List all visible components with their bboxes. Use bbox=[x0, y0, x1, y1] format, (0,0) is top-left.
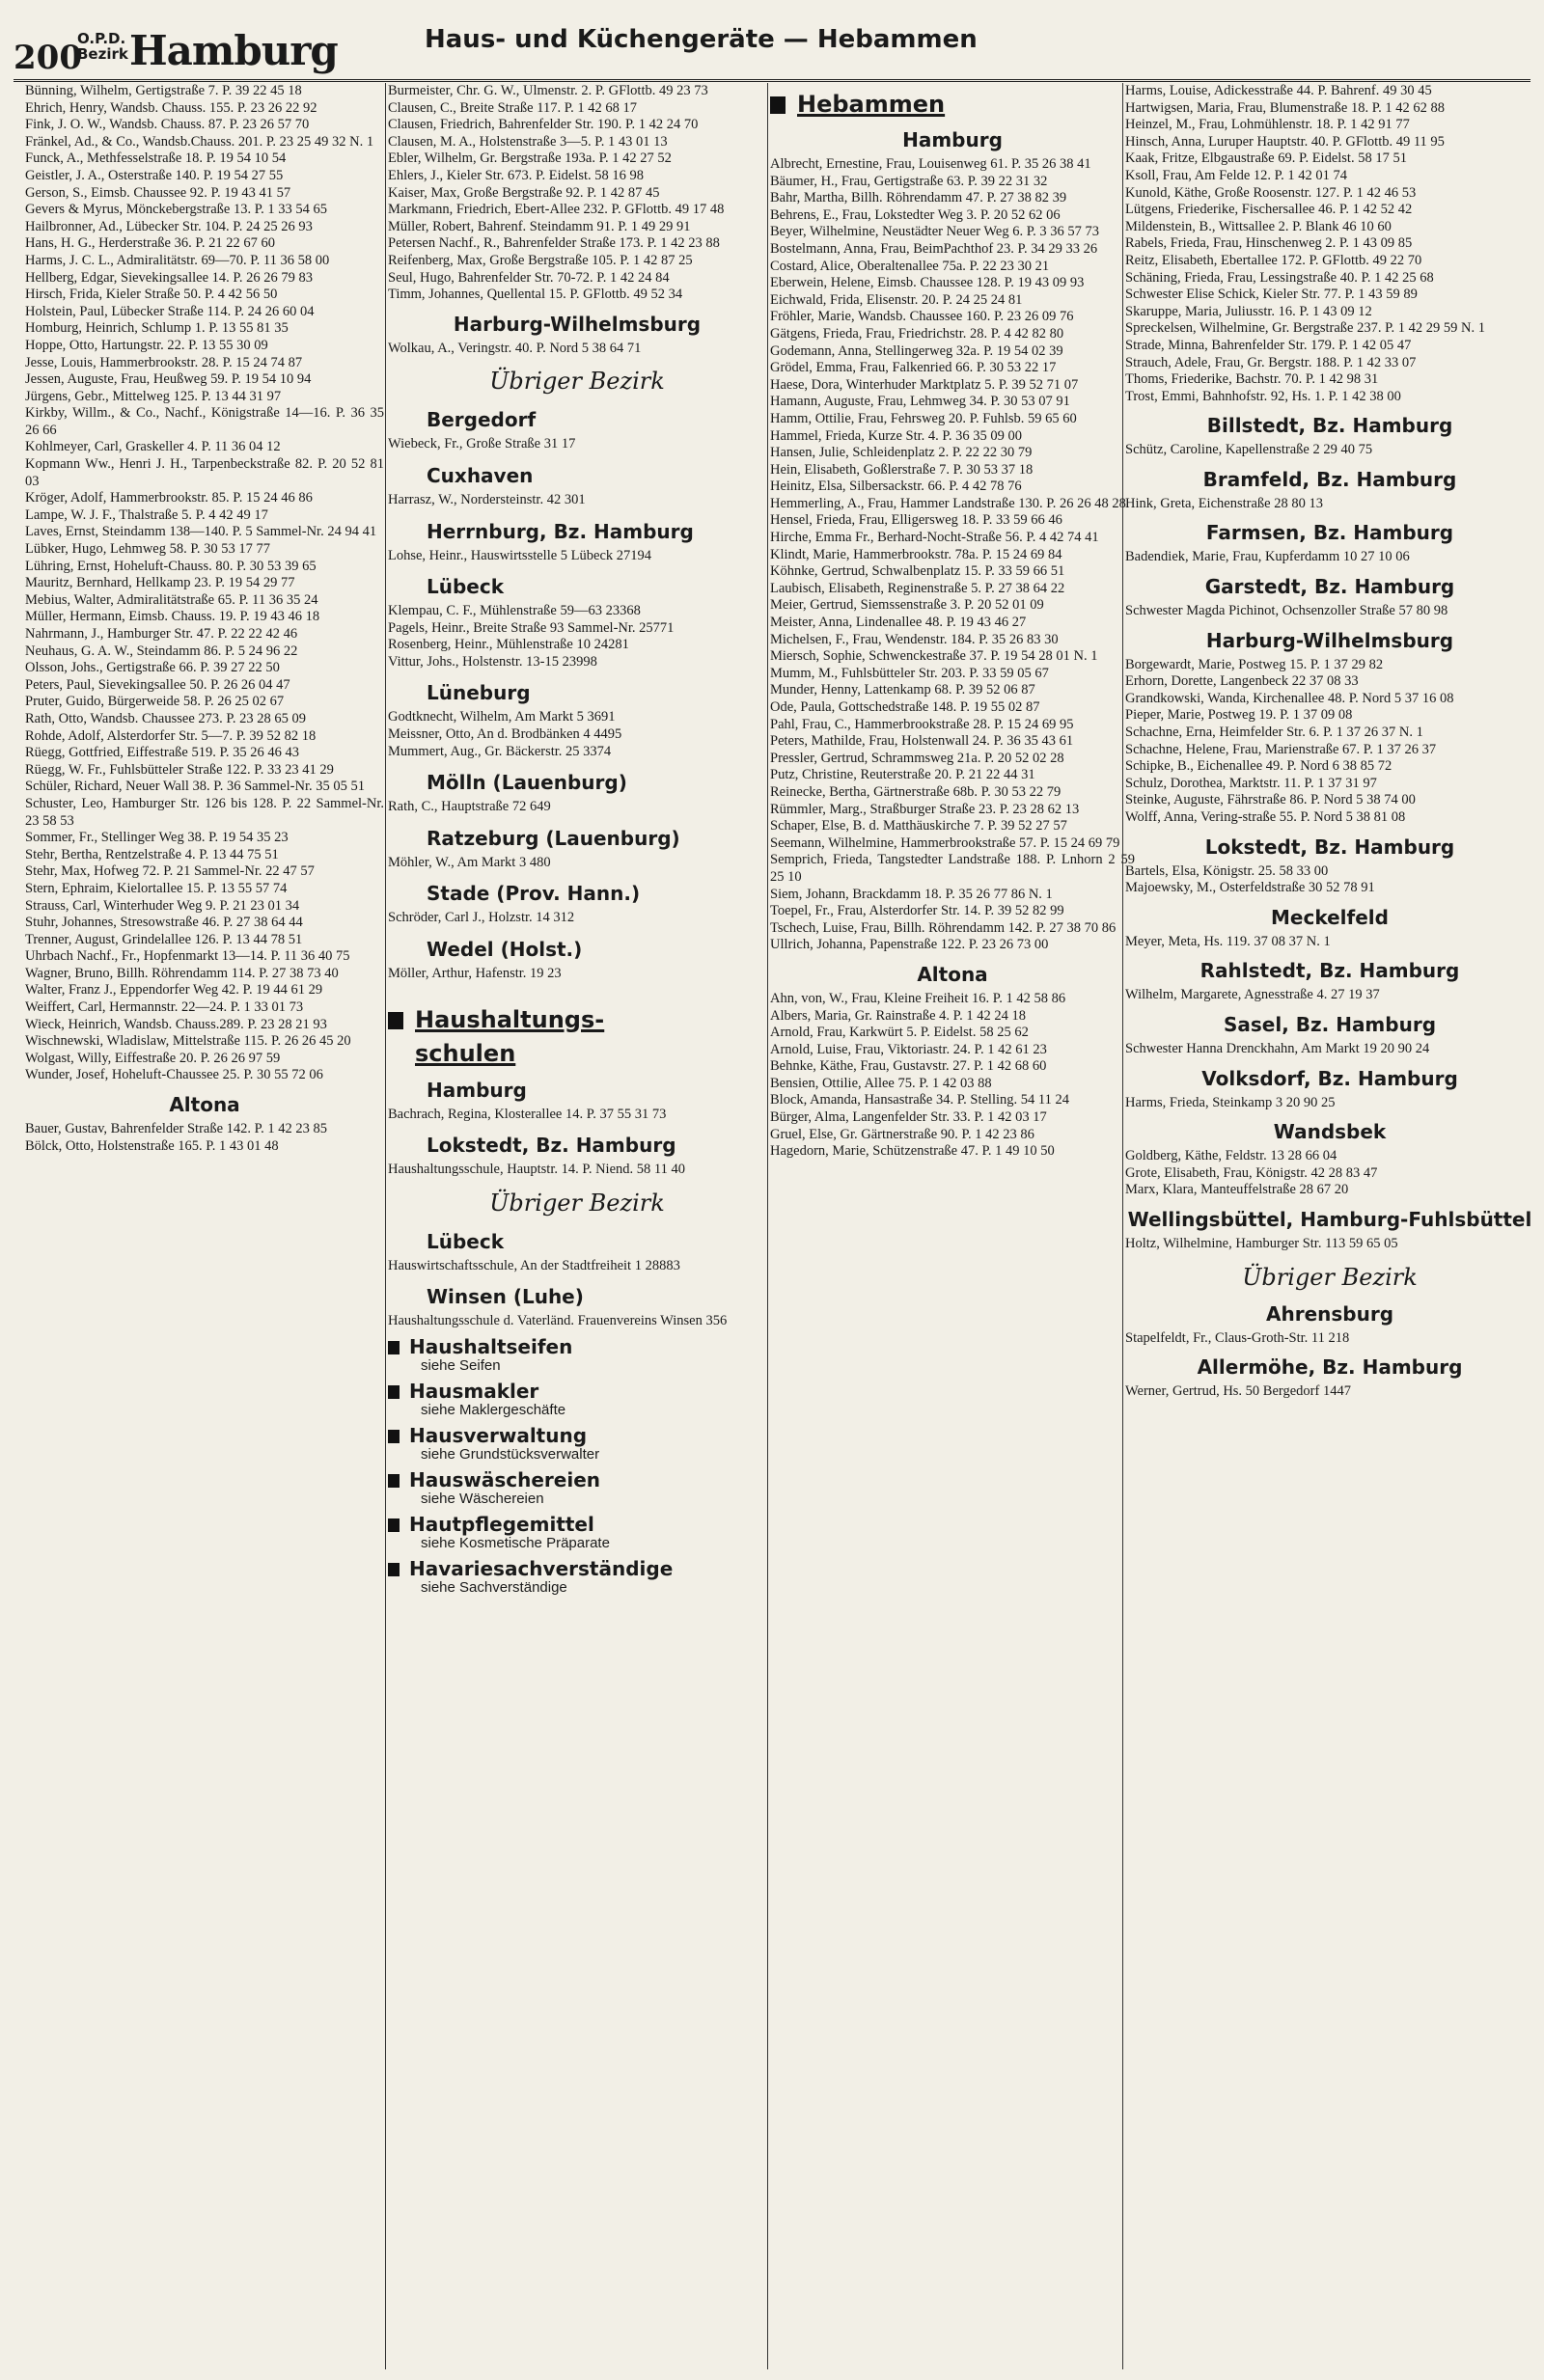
listing-entry: Hamann, Auguste, Frau, Lehmweg 34. P. 30 53 07 91 bbox=[770, 394, 1070, 410]
entry-list bbox=[388, 341, 766, 358]
column-2 bbox=[388, 83, 766, 1597]
listing-entry: Müller, Robert, Bahrenf. Steindamm 91. P. 1 49 29 91 bbox=[388, 218, 691, 234]
listing-entry: Burmeister, Chr. G. W., Ulmenstr. 2. P. GFlottb. 49 23 73 bbox=[388, 83, 708, 98]
listing-entry: Heinzel, M., Frau, Lohmühlenstr. 18. P. 1 42 91 77 bbox=[1125, 117, 1410, 133]
section-heading: Rahlstedt, Bz. Hamburg bbox=[1199, 959, 1460, 983]
listing-entry: Kunold, Käthe, Große Roosenstr. 127. P. 1 42 46 53 bbox=[1125, 184, 1417, 201]
listing-entry: Grote, Elisabeth, Frau, Königstr. 42 28 83 47 bbox=[1125, 1164, 1378, 1181]
category-heading: Havariesachverständige bbox=[388, 1558, 766, 1579]
column-divider bbox=[385, 83, 386, 2369]
listing-entry: Steinke, Auguste, Fährstraße 86. P. Nord 5 38 74 00 bbox=[1125, 792, 1416, 808]
listing-entry: Schwester Magda Pichinot, Ochsenzoller Straße 57 80 98 bbox=[1125, 603, 1448, 619]
entry-list bbox=[388, 1162, 766, 1179]
listing-entry: Albers, Maria, Gr. Rainstraße 4. P. 1 42 24 18 bbox=[770, 1007, 1026, 1024]
listing-entry: Stuhr, Johannes, Stresowstraße 46. P. 27 38 64 44 bbox=[25, 915, 303, 931]
listing-entry: Peters, Mathilde, Frau, Holstenwall 24. P. 36 35 43 61 bbox=[770, 733, 1074, 750]
listing-entry: Mumm, M., Fuhlsbütteler Str. 203. P. 33 59 05 67 bbox=[770, 665, 1049, 681]
listing-entry: Hensel, Frieda, Frau, Elligersweg 18. P. 33 59 66 46 bbox=[770, 512, 1062, 529]
section-heading: Lübeck bbox=[427, 1229, 505, 1253]
listing-entry: Behrens, E., Frau, Lokstedter Weg 3. P. 20 52 62 06 bbox=[770, 206, 1061, 223]
category-heading bbox=[770, 89, 1135, 120]
listing-entry: Funck, A., Methfesselstraße 18. P. 19 54 10 54 bbox=[25, 150, 287, 167]
entry-list bbox=[388, 709, 766, 760]
listing-entry: Mummert, Aug., Gr. Bäckerstr. 25 3374 bbox=[388, 743, 612, 759]
listing-entry: Meyer, Meta, Hs. 119. 37 08 37 N. 1 bbox=[1125, 933, 1331, 949]
listing-entry: Hoppe, Otto, Hartungstr. 22. P. 13 55 30 09 bbox=[25, 337, 268, 353]
section-heading: Winsen (Luhe) bbox=[427, 1285, 584, 1309]
listing-entry: Jesse, Louis, Hammerbrookstr. 28. P. 15 24 74 87 bbox=[25, 354, 303, 370]
section-heading: Farmsen, Bz. Hamburg bbox=[1205, 521, 1454, 545]
listing-entry: Petersen Nachf., R., Bahrenfelder Straße 173. P. 1 42 23 88 bbox=[388, 235, 720, 252]
listing-entry: Laubisch, Elisabeth, Reginenstraße 5. P. 27 38 64 22 bbox=[770, 580, 1065, 596]
listing-entry: Heinitz, Elsa, Silbersackstr. 66. P. 4 42 78 76 bbox=[770, 479, 1022, 495]
listing-entry: Ksoll, Frau, Am Felde 12. P. 1 42 01 74 bbox=[1125, 167, 1347, 183]
listing-entry: Meissner, Otto, An d. Brodbänken 4 4495 bbox=[388, 726, 622, 743]
bezirk-label: Bezirk bbox=[77, 45, 128, 63]
listing-entry: Trost, Emmi, Bahnhofstr. 92, Hs. 1. P. 1 42 38 00 bbox=[1125, 388, 1401, 404]
entry-list bbox=[388, 603, 766, 670]
listing-entry: Olsson, Johs., Gertigstraße 66. P. 39 27 22 50 bbox=[25, 660, 280, 676]
entry-list bbox=[770, 156, 1135, 954]
section-heading: Bramfeld, Bz. Hamburg bbox=[1202, 467, 1457, 491]
listing-entry: Hauswirtschaftsschule, An der Stadtfreiheit 1 28883 bbox=[388, 1257, 680, 1273]
listing-entry: Möller, Arthur, Hafenstr. 19 23 bbox=[388, 966, 562, 982]
listing-entry: Hailbronner, Ad., Lübecker Str. 104. P. 24 25 26 93 bbox=[25, 218, 313, 234]
section-heading: Wellingsbüttel, Hamburg-Fuhlsbüttel bbox=[1127, 1207, 1532, 1231]
listing-entry: Bürger, Alma, Langenfelder Str. 33. P. 1 42 03 17 bbox=[770, 1109, 1047, 1126]
entry-list bbox=[1125, 1383, 1534, 1401]
listing-entry: Kröger, Adolf, Hammerbrookstr. 85. P. 15 24 46 86 bbox=[25, 490, 313, 506]
page-title: Haus- und Küchengeräte — Hebammen bbox=[425, 25, 978, 54]
listing-entry: Lampe, W. J. F., Thalstraße 5. P. 4 42 49 17 bbox=[25, 506, 268, 523]
listing-entry: Reinecke, Bertha, Gärtnerstraße 68b. P. 30 53 22 79 bbox=[770, 783, 1062, 800]
listing-entry: Pahl, Frau, C., Hammerbrookstraße 28. P. 15 24 69 95 bbox=[770, 716, 1074, 732]
listing-entry: Wolgast, Willy, Eiffestraße 20. P. 26 26 97 59 bbox=[25, 1050, 281, 1066]
listing-entry: Kaiser, Max, Große Bergstraße 92. P. 1 42 87 45 bbox=[388, 184, 660, 201]
listing-entry: Ahn, von, W., Frau, Kleine Freiheit 16. P. 1 42 58 86 bbox=[770, 990, 1066, 1006]
entry-list bbox=[388, 1258, 766, 1275]
listing-entry: Siem, Johann, Brackdamm 18. P. 35 26 77 86 N. 1 bbox=[770, 886, 1053, 902]
section-heading: Lübeck bbox=[427, 575, 505, 599]
listing-entry: Laves, Ernst, Steindamm 138—140. P. 5 Sammel-Nr. 24 94 41 bbox=[25, 524, 377, 540]
section-heading: Lüneburg bbox=[427, 681, 531, 705]
listing-entry: Harms, Louise, Adickesstraße 44. P. Bahrenf. 49 30 45 bbox=[1125, 83, 1432, 98]
entry-list bbox=[388, 910, 766, 927]
listing-entry: Eberwein, Helene, Eimsb. Chaussee 128. P. 19 43 09 93 bbox=[770, 275, 1085, 291]
listing-entry: Peters, Paul, Sievekingsallee 50. P. 26 26 04 47 bbox=[25, 676, 290, 693]
entry-list bbox=[1125, 1330, 1534, 1348]
listing-entry: Grödel, Emma, Frau, Falkenried 66. P. 30 53 22 17 bbox=[770, 360, 1057, 376]
category-reference: siehe Wäschereien bbox=[421, 1491, 544, 1507]
category-list bbox=[388, 1336, 766, 1597]
column-4 bbox=[1125, 83, 1534, 1401]
listing-entry: Rohde, Adolf, Alsterdorfer Str. 5—7. P. 39 52 82 18 bbox=[25, 727, 317, 744]
entry-list bbox=[388, 1107, 766, 1124]
section-heading: Stade (Prov. Hann.) bbox=[427, 882, 641, 906]
listing-entry: Gevers & Myrus, Mönckebergstraße 13. P. 1 33 54 65 bbox=[25, 202, 328, 218]
section-heading: Lokstedt, Bz. Hamburg bbox=[1204, 834, 1455, 859]
listing-entry: Arnold, Frau, Karkwürt 5. P. Eidelst. 58 25 62 bbox=[770, 1025, 1029, 1041]
listing-entry: Hartwigsen, Maria, Frau, Blumenstraße 18. P. 1 42 62 88 bbox=[1125, 99, 1446, 116]
region-heading: Übriger Bezirk bbox=[1242, 1263, 1418, 1291]
listing-entry: Strade, Minna, Bahrenfelder Str. 179. P. 1 42 05 47 bbox=[1125, 337, 1412, 353]
listing-entry: Ullrich, Johanna, Papenstraße 122. P. 23 26 73 00 bbox=[770, 937, 1049, 953]
section-heading: Altona bbox=[169, 1093, 240, 1117]
listing-entry: Munder, Henny, Lattenkamp 68. P. 39 52 06 87 bbox=[770, 682, 1035, 698]
listing-entry: Lübker, Hugo, Lehmweg 58. P. 30 53 17 77 bbox=[25, 541, 270, 558]
listing-entry: Majoewsky, M., Osterfeldstraße 30 52 78 91 bbox=[1125, 880, 1375, 896]
category-title-cont bbox=[415, 1039, 766, 1068]
category-reference: siehe Grundstücksverwalter bbox=[421, 1446, 600, 1463]
listing-entry: Weiffert, Carl, Hermannstr. 22—24. P. 1 33 01 73 bbox=[25, 999, 304, 1016]
entry-list bbox=[388, 966, 766, 983]
listing-entry: Lühring, Ernst, Hoheluft-Chauss. 80. P. 30 53 39 65 bbox=[25, 558, 317, 574]
listing-entry: Goldberg, Käthe, Feldstr. 13 28 66 04 bbox=[1125, 1148, 1337, 1164]
listing-entry: Rabels, Frieda, Frau, Hinschenweg 2. P. 1 43 09 85 bbox=[1125, 235, 1413, 252]
section-heading: Billstedt, Bz. Hamburg bbox=[1206, 414, 1453, 438]
listing-entry: Kohlmeyer, Carl, Graskeller 4. P. 11 36 04 12 bbox=[25, 439, 281, 455]
opd-label: O.P.D. bbox=[77, 30, 126, 47]
listing-entry: Block, Amanda, Hansastraße 34. P. Stelling. 54 11 24 bbox=[770, 1092, 1069, 1108]
listing-entry: Rath, Otto, Wandsb. Chaussee 273. P. 23 28 65 09 bbox=[25, 710, 306, 726]
category-title: Haushaltungs- bbox=[415, 1005, 605, 1033]
listing-entry: Harms, J. C. L., Admiralitätstr. 69—70. P. 11 36 58 00 bbox=[25, 252, 330, 268]
listing-entry: Pressler, Gertrud, Schrammsweg 21a. P. 20 52 02 28 bbox=[770, 750, 1064, 766]
listing-entry: Schulz, Dorothea, Marktstr. 11. P. 1 37 31 97 bbox=[1125, 775, 1377, 791]
listing-entry: Bünning, Wilhelm, Gertigstraße 7. P. 39 22 45 18 bbox=[25, 83, 302, 98]
listing-entry: Hirsch, Frida, Kieler Straße 50. P. 4 42 56 50 bbox=[25, 287, 278, 303]
listing-entry: Reitz, Elisabeth, Ebertallee 172. P. GFlottb. 49 22 70 bbox=[1125, 252, 1422, 268]
listing-entry: Bartels, Elsa, Königstr. 25. 58 33 00 bbox=[1125, 862, 1329, 879]
listing-entry: Ebler, Wilhelm, Gr. Bergstraße 193a. P. 1 42 27 52 bbox=[388, 150, 672, 167]
listing-entry: Wagner, Bruno, Billh. Röhrendamm 114. P. 27 38 73 40 bbox=[25, 965, 339, 981]
listing-entry: Badendiek, Marie, Frau, Kupferdamm 10 27 10 06 bbox=[1125, 549, 1410, 565]
listing-entry: Michelsen, F., Frau, Wendenstr. 184. P. 35 26 83 30 bbox=[770, 631, 1059, 647]
listing-entry: Schuster, Leo, Hamburger Str. 126 bis 128. P. 22 Sammel-Nr. 23 58 53 bbox=[25, 795, 384, 829]
entry-list bbox=[388, 548, 766, 565]
listing-entry: Rüegg, W. Fr., Fuhlsbütteler Straße 122. P. 33 23 41 29 bbox=[25, 761, 334, 778]
listing-entry: Haushaltungsschule d. Vaterländ. Frauenvereins Winsen 356 bbox=[388, 1313, 728, 1329]
listing-entry: Klempau, C. F., Mühlenstraße 59—63 23368 bbox=[388, 603, 641, 619]
listing-entry: Köhnke, Gertrud, Schwalbenplatz 15. P. 33 59 66 51 bbox=[770, 563, 1065, 580]
listing-entry: Trenner, August, Grindelallee 126. P. 13 44 78 51 bbox=[25, 931, 303, 947]
city-title: Hamburg bbox=[129, 27, 338, 74]
listing-entry: Hirche, Emma Fr., Berhard-Nocht-Straße 56. P. 4 42 74 41 bbox=[770, 530, 1099, 546]
listing-entry: Stehr, Max, Hofweg 72. P. 21 Sammel-Nr. 22 47 57 bbox=[25, 863, 315, 880]
section-heading: Altona bbox=[917, 962, 988, 986]
listing-entry: Vittur, Johs., Holstenstr. 13-15 23998 bbox=[388, 653, 597, 670]
listing-entry: Harrasz, W., Nordersteinstr. 42 301 bbox=[388, 491, 586, 507]
page-number: 200 bbox=[14, 39, 82, 77]
listing-entry: Schwester Hanna Drenckhahn, Am Markt 19 20 90 24 bbox=[1125, 1040, 1430, 1056]
listing-entry: Bölck, Otto, Holstenstraße 165. P. 1 43 01 48 bbox=[25, 1137, 279, 1154]
listing-entry: Klindt, Marie, Hammerbrookstr. 78a. P. 15 24 69 84 bbox=[770, 546, 1062, 562]
listing-entry: Bäumer, H., Frau, Gertigstraße 63. P. 39 22 31 32 bbox=[770, 173, 1048, 189]
listing-entry: Holstein, Paul, Lübecker Straße 114. P. 24 26 60 04 bbox=[25, 303, 315, 319]
listing-entry: Hemmerling, A., Frau, Hammer Landstraße 130. P. 26 26 48 28 bbox=[770, 495, 1126, 511]
listing-entry: Fröhler, Marie, Wandsb. Chaussee 160. P. 23 26 09 76 bbox=[770, 309, 1074, 325]
listing-entry: Schwester Elise Schick, Kieler Str. 77. P. 1 43 59 89 bbox=[1125, 287, 1418, 303]
category-heading bbox=[388, 1004, 766, 1035]
listing-entry: Marx, Klara, Manteuffelstraße 28 67 20 bbox=[1125, 1182, 1349, 1198]
listing-entry: Kopmann Ww., Henri J. H., Tarpenbeckstraße 82. P. 20 52 81 03 bbox=[25, 456, 384, 489]
listing-entry: Pagels, Heinr., Breite Straße 93 Sammel-Nr. 25771 bbox=[388, 619, 675, 636]
section-heading: Harburg-Wilhelmsburg bbox=[1205, 628, 1454, 652]
listing-entry: Rüegg, Gottfried, Eiffestraße 519. P. 35 26 46 43 bbox=[25, 745, 300, 761]
listing-entry: Markmann, Friedrich, Ebert-Allee 232. P. GFlottb. 49 17 48 bbox=[388, 202, 725, 218]
section-heading: Meckelfeld bbox=[1271, 905, 1389, 929]
listing-entry: Wiebeck, Fr., Große Straße 31 17 bbox=[388, 436, 576, 452]
listing-entry: Neuhaus, G. A. W., Steindamm 86. P. 5 24 96 22 bbox=[25, 643, 298, 659]
listing-entry: Möhler, W., Am Markt 3 480 bbox=[388, 854, 551, 870]
listing-entry: Bahr, Martha, Billh. Röhrendamm 47. P. 27 38 82 39 bbox=[770, 190, 1067, 206]
listing-entry: Pruter, Guido, Bürgerweide 58. P. 26 25 02 67 bbox=[25, 694, 285, 710]
header-rule bbox=[14, 79, 1530, 82]
listing-entry: Clausen, C., Breite Straße 117. P. 1 42 68 17 bbox=[388, 99, 638, 116]
listing-entry: Eichwald, Frida, Elisenstr. 20. P. 24 25 24 81 bbox=[770, 291, 1023, 308]
listing-entry: Hellberg, Edgar, Sievekingsallee 14. P. 26 26 79 83 bbox=[25, 269, 313, 286]
entry-list bbox=[388, 799, 766, 816]
section-heading: Ahrensburg bbox=[1265, 1301, 1394, 1326]
category-heading: Hausverwaltung bbox=[388, 1425, 766, 1446]
listing-entry: Bauer, Gustav, Bahrenfelder Straße 142. P. 1 42 23 85 bbox=[25, 1121, 327, 1137]
entry-list bbox=[25, 83, 384, 1084]
listing-entry: Beyer, Wilhelmine, Neustädter Neuer Weg 6. P. 3 36 57 73 bbox=[770, 224, 1100, 240]
listing-entry: Hein, Elisabeth, Goßlerstraße 7. P. 30 53 37 18 bbox=[770, 461, 1034, 478]
section-heading: Garstedt, Bz. Hamburg bbox=[1204, 575, 1455, 599]
section-heading: Harburg-Wilhelmsburg bbox=[453, 312, 702, 336]
category-title: schulen bbox=[415, 1039, 516, 1067]
category-heading: Hausmakler bbox=[388, 1381, 766, 1402]
category-title: Hebammen bbox=[797, 91, 946, 118]
listing-entry: Putz, Christine, Reuterstraße 20. P. 21 22 44 31 bbox=[770, 767, 1035, 783]
listing-entry: Clausen, M. A., Holstenstraße 3—5. P. 1 43 01 13 bbox=[388, 133, 668, 150]
section-heading: Ratzeburg (Lauenburg) bbox=[427, 826, 680, 850]
column-3 bbox=[770, 83, 1135, 1161]
listing-entry: Gätgens, Frieda, Frau, Friedrichstr. 28. P. 4 42 82 80 bbox=[770, 325, 1064, 342]
listing-entry: Arnold, Luise, Frau, Viktoriastr. 24. P. 1 42 61 23 bbox=[770, 1041, 1047, 1057]
category-reference: siehe Sachverständige bbox=[421, 1579, 567, 1596]
listing-entry: Gruel, Else, Gr. Gärtnerstraße 90. P. 1 42 23 86 bbox=[770, 1126, 1034, 1142]
district-label bbox=[77, 31, 128, 62]
listing-entry: Jürgens, Gebr., Mittelweg 125. P. 13 44 31 97 bbox=[25, 388, 282, 404]
column-divider bbox=[767, 83, 768, 2369]
listing-entry: Bachrach, Regina, Klosterallee 14. P. 37 55 31 73 bbox=[388, 1106, 667, 1122]
listing-entry: Hinsch, Anna, Luruper Hauptstr. 40. P. GFlottb. 49 11 95 bbox=[1125, 133, 1445, 150]
listing-entry: Clausen, Friedrich, Bahrenfelder Str. 190. P. 1 42 24 70 bbox=[388, 117, 699, 133]
listing-entry: Schüler, Richard, Neuer Wall 38. P. 36 Sammel-Nr. 35 05 51 bbox=[25, 779, 365, 795]
category-heading: Haushaltseifen bbox=[388, 1336, 766, 1357]
category-reference: siehe Maklergeschäfte bbox=[421, 1402, 566, 1418]
listing-entry: Borgewardt, Marie, Postweg 15. P. 1 37 29 82 bbox=[1125, 656, 1384, 672]
section-heading: Hamburg bbox=[427, 1078, 527, 1102]
listing-entry: Behnke, Käthe, Frau, Gustavstr. 27. P. 1 42 68 60 bbox=[770, 1058, 1047, 1075]
listing-entry: Mauritz, Bernhard, Hellkamp 23. P. 19 54 29 77 bbox=[25, 575, 295, 591]
listing-entry: Ehrich, Henry, Wandsb. Chauss. 155. P. 23 26 22 92 bbox=[25, 99, 317, 116]
listing-entry: Nahrmann, J., Hamburger Str. 47. P. 22 22 42 46 bbox=[25, 626, 298, 642]
column-1 bbox=[25, 83, 384, 1155]
entry-list bbox=[388, 492, 766, 509]
listing-entry: Rümmler, Marg., Straßburger Straße 23. P. 23 28 62 13 bbox=[770, 801, 1080, 817]
section-heading: Hamburg bbox=[902, 128, 1003, 151]
entry-list bbox=[388, 83, 766, 304]
listing-entry: Fink, J. O. W., Wandsb. Chauss. 87. P. 23 26 57 70 bbox=[25, 117, 310, 133]
listing-entry: Pieper, Marie, Postweg 19. P. 1 37 09 08 bbox=[1125, 707, 1353, 724]
listing-entry: Hink, Greta, Eichenstraße 28 80 13 bbox=[1125, 495, 1323, 511]
section-heading: Wandsbek bbox=[1273, 1120, 1387, 1144]
listing-entry: Mebius, Walter, Admiralitätstraße 65. P. 11 36 35 24 bbox=[25, 591, 318, 608]
listing-entry: Hamm, Ottilie, Frau, Fehrsweg 20. P. Fuhlsb. 59 65 60 bbox=[770, 410, 1077, 426]
listing-entry: Stern, Ephraim, Kielortallee 15. P. 13 55 57 74 bbox=[25, 880, 288, 896]
listing-entry: Gerson, S., Eimsb. Chaussee 92. P. 19 43 41 57 bbox=[25, 184, 291, 201]
listing-entry: Schröder, Carl J., Holzstr. 14 312 bbox=[388, 910, 575, 926]
listing-entry: Wieck, Heinrich, Wandsb. Chauss.289. P. 23 28 21 93 bbox=[25, 1016, 327, 1032]
listing-entry: Thoms, Friederike, Bachstr. 70. P. 1 42 98 31 bbox=[1125, 371, 1379, 388]
entry-list bbox=[770, 991, 1135, 1161]
listing-entry: Godtknecht, Wilhelm, Am Markt 5 3691 bbox=[388, 709, 616, 725]
category-reference: siehe Seifen bbox=[421, 1357, 501, 1374]
listing-entry: Hansen, Julie, Schleidenplatz 2. P. 22 22 30 79 bbox=[770, 445, 1033, 461]
section-heading: Cuxhaven bbox=[427, 463, 534, 487]
listing-entry: Timm, Johannes, Quellental 15. P. GFlottb. 49 52 34 bbox=[388, 287, 683, 303]
section-heading: Wedel (Holst.) bbox=[427, 938, 583, 962]
listing-entry: Wolff, Anna, Vering-straße 55. P. Nord 5 38 81 08 bbox=[1125, 809, 1406, 825]
listing-entry: Costard, Alice, Oberaltenallee 75a. P. 22 23 30 21 bbox=[770, 258, 1050, 274]
section-heading: Sasel, Bz. Hamburg bbox=[1223, 1012, 1437, 1036]
listing-entry: Grandkowski, Wanda, Kirchenallee 48. P. Nord 5 37 16 08 bbox=[1125, 690, 1454, 706]
listing-entry: Müller, Hermann, Eimsb. Chauss. 19. P. 19 43 46 18 bbox=[25, 609, 320, 625]
category-heading: Hauswäschereien bbox=[388, 1469, 766, 1491]
listing-entry: Schütz, Caroline, Kapellenstraße 2 29 40 75 bbox=[1125, 442, 1373, 458]
listing-entry: Sommer, Fr., Stellinger Weg 38. P. 19 54 35 23 bbox=[25, 830, 289, 846]
category-reference: siehe Kosmetische Präparate bbox=[421, 1535, 610, 1551]
section-heading: Allermöhe, Bz. Hamburg bbox=[1197, 1355, 1463, 1380]
listing-entry: Seul, Hugo, Bahrenfelder Str. 70-72. P. 1 42 24 84 bbox=[388, 269, 670, 286]
listing-entry: Meier, Gertrud, Siemssenstraße 3. P. 20 52 01 09 bbox=[770, 597, 1044, 614]
listing-entry: Schaper, Else, B. d. Matthäuskirche 7. P. 39 52 27 57 bbox=[770, 818, 1067, 834]
listing-entry: Stapelfeldt, Fr., Claus-Groth-Str. 11 218 bbox=[1125, 1329, 1350, 1346]
section-heading: Lokstedt, Bz. Hamburg bbox=[427, 1134, 676, 1158]
listing-entry: Ehlers, J., Kieler Str. 673. P. Eidelst. 58 16 98 bbox=[388, 167, 645, 183]
listing-entry: Seemann, Wilhelmine, Hammerbrookstraße 57. P. 15 24 69 79 bbox=[770, 834, 1120, 851]
listing-entry: Schäning, Frieda, Frau, Lessingstraße 40. P. 1 42 25 68 bbox=[1125, 269, 1434, 286]
region-heading: Übriger Bezirk bbox=[489, 1189, 665, 1217]
listing-entry: Geistler, J. A., Osterstraße 140. P. 19 54 27 55 bbox=[25, 167, 284, 183]
listing-entry: Schipke, B., Eichenallee 49. P. Nord 6 38 85 72 bbox=[1125, 758, 1392, 775]
entry-list bbox=[1125, 83, 1534, 405]
listing-entry: Strauch, Adele, Frau, Gr. Bergstr. 188. P. 1 42 33 07 bbox=[1125, 354, 1417, 370]
listing-entry: Jessen, Auguste, Frau, Heußweg 59. P. 19 54 10 94 bbox=[25, 371, 312, 388]
listing-entry: Hammel, Frieda, Kurze Str. 4. P. 36 35 09 00 bbox=[770, 427, 1022, 444]
listing-entry: Wolkau, A., Veringstr. 40. P. Nord 5 38 64 71 bbox=[388, 340, 642, 356]
section-heading: Bergedorf bbox=[427, 408, 537, 432]
listing-entry: Homburg, Heinrich, Schlump 1. P. 13 55 81 35 bbox=[25, 320, 289, 337]
listing-entry: Lütgens, Friederike, Fischersallee 46. P. 1 42 52 42 bbox=[1125, 202, 1413, 218]
listing-entry: Harms, Frieda, Steinkamp 3 20 90 25 bbox=[1125, 1094, 1336, 1110]
listing-entry: Haushaltungsschule, Hauptstr. 14. P. Niend. 58 11 40 bbox=[388, 1162, 685, 1178]
region-heading: Übriger Bezirk bbox=[489, 368, 665, 396]
listing-entry: Wischnewski, Wladislaw, Mittelstraße 115. P. 26 26 45 20 bbox=[25, 1033, 351, 1050]
entry-list bbox=[388, 436, 766, 453]
listing-entry: Miersch, Sophie, Schwenckestraße 37. P. 19 54 28 01 N. 1 bbox=[770, 648, 1098, 665]
category-heading: Hautpflegemittel bbox=[388, 1514, 766, 1535]
listing-entry: Strauss, Carl, Winterhuder Weg 9. P. 21 23 01 34 bbox=[25, 897, 300, 914]
section-list bbox=[1125, 411, 1534, 1252]
listing-entry: Wunder, Josef, Hoheluft-Chaussee 25. P. 30 55 72 06 bbox=[25, 1067, 323, 1083]
listing-entry: Spreckelsen, Wilhelmine, Gr. Bergstraße 237. P. 1 42 29 59 N. 1 bbox=[1125, 320, 1486, 337]
listing-entry: Werner, Gertrud, Hs. 50 Bergedorf 1447 bbox=[1125, 1383, 1351, 1400]
section-heading: Mölln (Lauenburg) bbox=[427, 771, 627, 795]
page-header bbox=[0, 0, 1544, 75]
listing-entry: Stehr, Bertha, Rentzelstraße 4. P. 13 44 75 51 bbox=[25, 846, 279, 862]
listing-entry: Skaruppe, Maria, Juliusstr. 16. P. 1 43 09 12 bbox=[1125, 303, 1372, 319]
listing-entry: Haese, Dora, Winterhuder Marktplatz 5. P. 39 52 71 07 bbox=[770, 376, 1079, 393]
listing-entry: Uhrbach Nachf., Fr., Hopfenmarkt 13—14. P. 11 36 40 75 bbox=[25, 948, 350, 965]
listing-entry: Wilhelm, Margarete, Agnesstraße 4. 27 19 37 bbox=[1125, 987, 1380, 1003]
listing-entry: Albrecht, Ernestine, Frau, Louisenweg 61. P. 35 26 38 41 bbox=[770, 156, 1091, 172]
listing-entry: Hans, H. G., Herderstraße 36. P. 21 22 67 60 bbox=[25, 235, 275, 252]
listing-entry: Reifenberg, Max, Große Bergstraße 105. P. 1 42 87 25 bbox=[388, 252, 693, 268]
listing-entry: Lohse, Heinr., Hauswirtsstelle 5 Lübeck 27194 bbox=[388, 547, 652, 563]
listing-entry: Mildenstein, B., Wittsallee 2. P. Blank 46 10 60 bbox=[1125, 218, 1392, 234]
listing-entry: Holtz, Wilhelmine, Hamburger Str. 113 59 65 05 bbox=[1125, 1235, 1398, 1251]
entry-list bbox=[388, 1313, 766, 1330]
listing-entry: Schachne, Helene, Frau, Marienstraße 67. P. 1 37 26 37 bbox=[1125, 741, 1437, 757]
listing-entry: Bostelmann, Anna, Frau, BeimPachthof 23. P. 34 29 33 26 bbox=[770, 240, 1098, 257]
listing-entry: Toepel, Fr., Frau, Alsterdorfer Str. 14. P. 39 52 82 99 bbox=[770, 903, 1064, 919]
listing-entry: Rath, C., Hauptstraße 72 649 bbox=[388, 799, 551, 815]
listing-entry: Schachne, Erna, Heimfelder Str. 6. P. 1 37 26 37 N. 1 bbox=[1125, 725, 1423, 741]
listing-entry: Kirkby, Willm., & Co., Nachf., Königstraße 14—16. P. 36 35 26 66 bbox=[25, 405, 384, 438]
listing-entry: Erhorn, Dorette, Langenbeck 22 37 08 33 bbox=[1125, 673, 1359, 690]
listing-entry: Walter, Franz J., Eppendorfer Weg 42. P. 19 44 61 29 bbox=[25, 982, 323, 999]
listing-entry: Ode, Paula, Gottschedstraße 148. P. 19 55 02 87 bbox=[770, 699, 1040, 715]
listing-entry: Fränkel, Ad., & Co., Wandsb.Chauss. 201. P. 23 25 49 32 N. 1 bbox=[25, 133, 374, 150]
listing-entry: Meister, Anna, Lindenallee 48. P. 19 43 46 27 bbox=[770, 615, 1027, 631]
listing-entry: Hagedorn, Marie, Schützenstraße 47. P. 1 49 10 50 bbox=[770, 1143, 1055, 1160]
section-heading: Volksdorf, Bz. Hamburg bbox=[1201, 1066, 1458, 1090]
entry-list bbox=[25, 1121, 384, 1155]
listing-entry: Bensien, Ottilie, Allee 75. P. 1 42 03 88 bbox=[770, 1075, 992, 1091]
listing-entry: Kaak, Fritze, Elbgaustraße 69. P. Eidelst. 58 17 51 bbox=[1125, 150, 1407, 167]
listing-entry: Tschech, Luise, Frau, Billh. Röhrendamm 142. P. 27 38 70 86 bbox=[770, 919, 1117, 936]
listing-entry: Semprich, Frieda, Tangstedter Landstraße 188. P. Lnhorn 2 59 25 10 bbox=[770, 852, 1135, 885]
listing-entry: Godemann, Anna, Stellingerweg 32a. P. 19 54 02 39 bbox=[770, 342, 1063, 359]
entry-list bbox=[388, 855, 766, 872]
listing-entry: Rosenberg, Heinr., Mühlenstraße 10 24281 bbox=[388, 637, 629, 653]
section-heading: Herrnburg, Bz. Hamburg bbox=[427, 519, 694, 543]
